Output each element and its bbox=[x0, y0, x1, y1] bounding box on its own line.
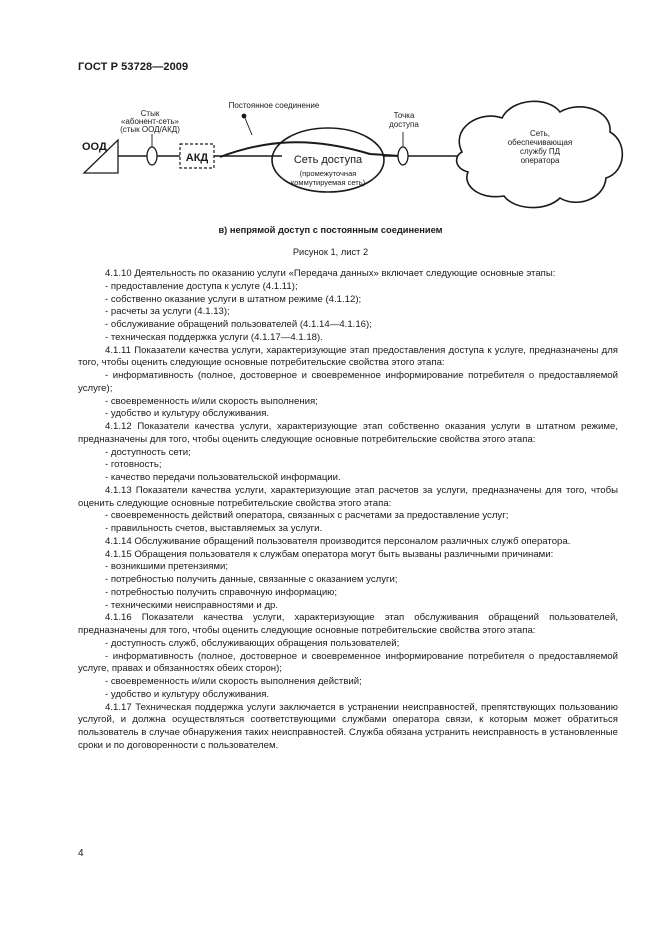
access-point-label-1: Точка bbox=[393, 111, 415, 120]
paragraph: 4.1.15 Обращения пользователя к службам оператора могут быть вызваны различными причинами: bbox=[105, 548, 554, 560]
list-item: - качество передачи пользовательской информации. bbox=[105, 472, 341, 483]
figure-subcaption: в) непрямой доступ с постоянным соединением bbox=[218, 225, 443, 235]
list-item: - доступность сети; bbox=[105, 446, 191, 458]
list-item: - удобство и культуру обслуживания. bbox=[105, 688, 270, 700]
interface-node-1 bbox=[147, 147, 157, 165]
paragraph: 4.1.11 Показатели качества услуги, характеризующие этап предоставления доступа к услуге, предназначены для того, чтобы оценить следующие основные потребительские свойства этого этапа: bbox=[78, 344, 618, 369]
operator-network-label-3: службу ПД bbox=[520, 147, 560, 156]
list-item: - потребностью получить справочную информацию; bbox=[105, 586, 338, 598]
list-item: - удобство и культуру обслуживания. bbox=[105, 408, 270, 420]
operator-network-label-4: оператора bbox=[520, 156, 560, 165]
operator-network-label-1: Сеть, bbox=[529, 129, 551, 138]
list-item: - возникшими претензиями; bbox=[105, 561, 229, 573]
access-network-label: Сеть доступа bbox=[293, 154, 363, 166]
list-item: - готовность; bbox=[105, 459, 162, 471]
list-item: - своевременность действий оператора, связанных с расчетами за предоставление услуг; bbox=[105, 510, 509, 522]
access-point-label-2: доступа bbox=[389, 120, 419, 129]
list-item: - информативность (полное, достоверное и своевременное информирование потребителя о предоставляемой услуге); bbox=[78, 370, 618, 394]
access-diagram-svg bbox=[70, 88, 630, 218]
paragraph: 4.1.14 Обслуживание обращений пользователя производится персоналом различных служб оператора. bbox=[105, 535, 571, 547]
permanent-connection-leader bbox=[245, 118, 252, 135]
standard-header: ГОСТ Р 53728—2009 bbox=[78, 61, 189, 73]
list-item: - потребностью получить данные, связанные с оказанием услуги; bbox=[105, 574, 398, 585]
access-point-node bbox=[398, 147, 408, 165]
operator-network-label-2: обеспечивающая bbox=[507, 138, 573, 147]
list-item: - доступность служб, обслуживающих обращения пользователей; bbox=[105, 637, 400, 649]
list-item: - техническими неисправностями и др. bbox=[105, 599, 279, 611]
stik-label-2: «абонент-сеть» bbox=[120, 117, 180, 126]
list-item: - правильность счетов, выставляемых за услуги. bbox=[105, 523, 323, 534]
list-item: - предоставление доступа к услуге (4.1.11); bbox=[105, 280, 298, 292]
permanent-connection-marker bbox=[242, 114, 247, 119]
list-item: - своевременность и/или скорость выполнения; bbox=[105, 395, 318, 407]
body-text bbox=[78, 268, 618, 753]
list-item: - обслуживание обращений пользователей (4.1.14—4.1.16); bbox=[105, 319, 372, 330]
list-item: - техническая поддержка услуги (4.1.17—4.1.18). bbox=[105, 331, 323, 343]
permanent-connection-label: Постоянное соединение bbox=[228, 101, 320, 110]
paragraph: 4.1.12 Показатели качества услуги, характеризующие этап собственно оказания услуги в штатном режиме, предназначены для того, чтобы оценить следующие основные потребительские свойства этого этапа: bbox=[78, 421, 618, 445]
list-item: - информативность (полное, достоверное и своевременное информирование потребителя о предоставляемой услуге, правах и обязанностях обеих сторон); bbox=[78, 650, 618, 675]
access-network-sub-2: коммутируемая сеть) bbox=[290, 178, 366, 187]
figure-caption: Рисунок 1, лист 2 bbox=[292, 247, 369, 257]
stik-label-1: Стык bbox=[140, 109, 160, 118]
page-number: 4 bbox=[78, 848, 84, 859]
list-item: - расчеты за услуги (4.1.13); bbox=[105, 306, 230, 318]
paragraph: 4.1.17 Техническая поддержка услуги заключается в устранении неисправностей, препятствующих пользованию услугой, и должна осуществляться соответствующими службами оператора связи, к которым может обратиться пользователь в случае обнаружения таких неисправностей. Служба обязана устранить неисправность в установленные сроки и по договоренности с пользователем. bbox=[78, 701, 618, 751]
paragraph: 4.1.10 Деятельность по оказанию услуги «Передача данных» включает следующие основные этапы: bbox=[105, 268, 556, 279]
access-network-sub-1: (промежуточная bbox=[299, 169, 357, 178]
akd-label: АКД bbox=[185, 152, 209, 164]
access-diagram bbox=[70, 88, 630, 218]
paragraph: 4.1.13 Показатели качества услуги, характеризующие этап расчетов за услуги, предназначены для того, чтобы оценить следующие основные потребительские свойства этого этапа: bbox=[78, 484, 618, 509]
list-item: - своевременность и/или скорость выполнения действий; bbox=[105, 676, 362, 687]
paragraph: 4.1.16 Показатели качества услуги, характеризующие этап обслуживания обращений пользователей, предназначены для того, чтобы оценить следующие основные потребительские свойства этого этапа: bbox=[78, 612, 618, 636]
stik-label-3: (стык ООД/АКД) bbox=[120, 125, 180, 134]
ood-label: ООД bbox=[82, 141, 107, 153]
list-item: - собственно оказание услуги в штатном режиме (4.1.12); bbox=[105, 293, 362, 305]
